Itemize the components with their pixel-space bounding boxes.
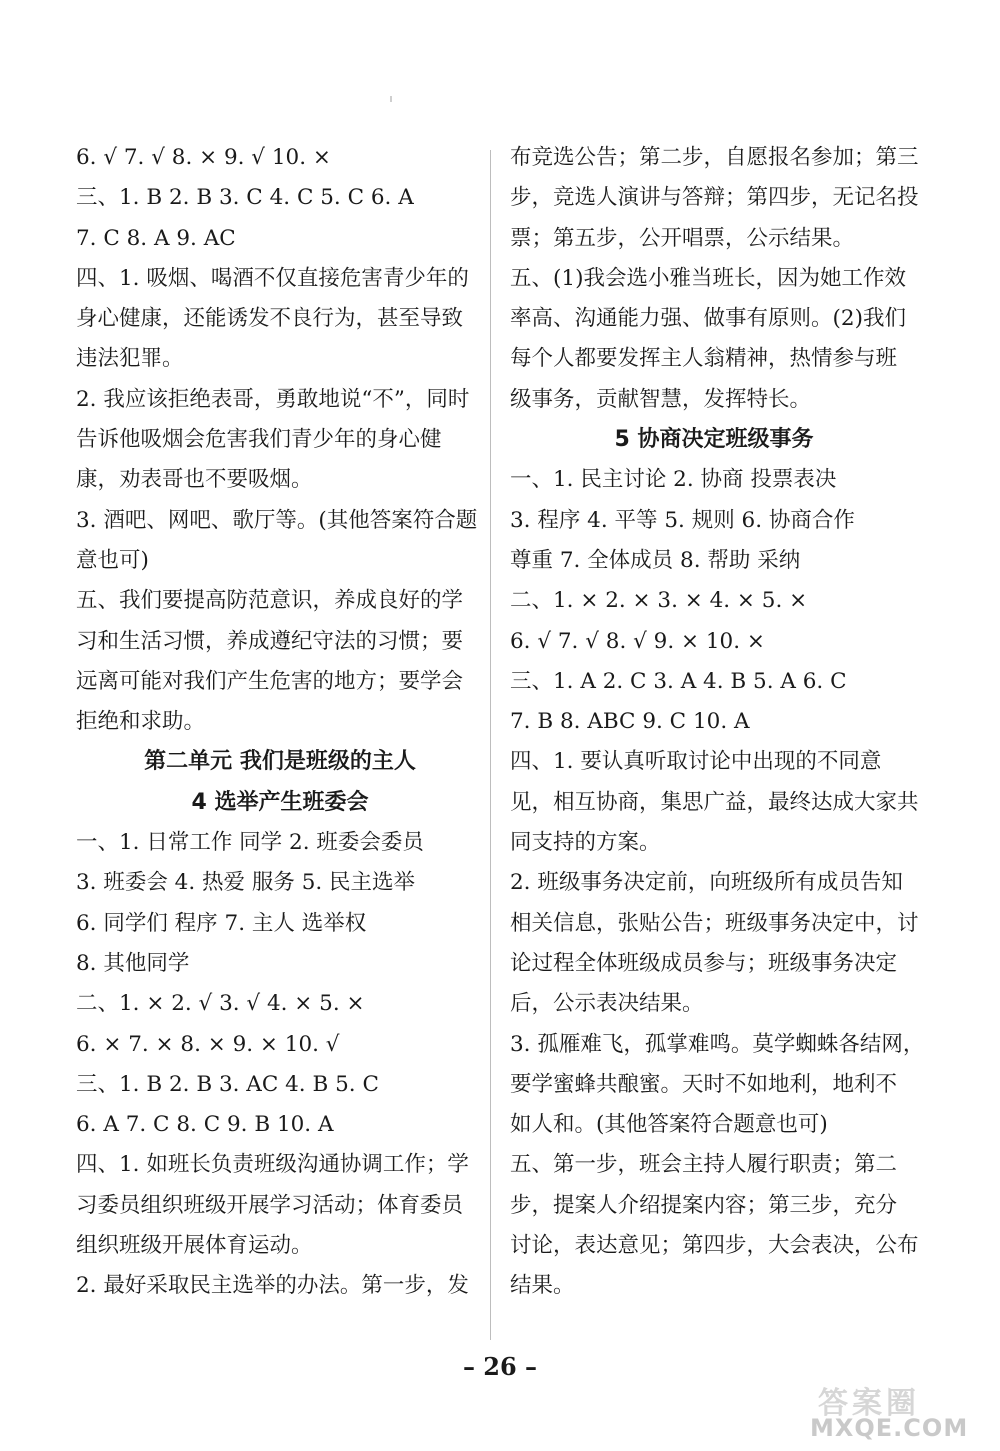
right-text-line: 率高、沟通能力强、做事有原则。(2)我们 bbox=[510, 306, 906, 332]
right-column bbox=[510, 138, 925, 1307]
right-text-line: 6. √ 7. √ 8. √ 9. × 10. × bbox=[510, 628, 765, 654]
left-text-line: 6. √ 7. √ 8. × 9. √ 10. × bbox=[76, 145, 331, 170]
left-text-line: 7. C 8. A 9. AC bbox=[76, 225, 236, 251]
left-text-line: 四、1. 吸烟、喝酒不仅直接危害青少年的 bbox=[76, 265, 469, 291]
left-text-line: 四、1. 如班长负责班级沟通协调工作；学 bbox=[76, 1152, 469, 1178]
left-text-line: 6. A 7. C 8. C 9. B 10. A bbox=[76, 1112, 334, 1138]
left-text-line: 2. 最好采取民主选举的办法。第一步，发 bbox=[76, 1273, 469, 1299]
left-text-line: 习和生活习惯，养成遵纪守法的习惯；要 bbox=[76, 628, 464, 654]
right-text-line: 步，竞选人演讲与答辩；第四步，无记名投 bbox=[510, 185, 919, 211]
column-divider bbox=[490, 150, 491, 1340]
left-text-line: 三、1. B 2. B 3. AC 4. B 5. C bbox=[76, 1071, 379, 1097]
right-text-line: 尊重 7. 全体成员 8. 帮助 采纳 bbox=[510, 547, 801, 573]
right-text-line: 3. 程序 4. 平等 5. 规则 6. 协商合作 bbox=[510, 507, 855, 533]
watermark bbox=[800, 1378, 990, 1444]
left-text-line: 一、1. 日常工作 同学 2. 班委会委员 bbox=[76, 830, 424, 856]
right-text-line: 同支持的方案。 bbox=[510, 830, 661, 856]
left-text-line: 6. × 7. × 8. × 9. × 10. √ bbox=[76, 1031, 340, 1057]
right-text-line: 步，提案人介绍提案内容；第三步，充分 bbox=[510, 1192, 898, 1218]
page-number: – 26 – bbox=[462, 1352, 538, 1381]
right-text-line: 一、1. 民主讨论 2. 协商 投票表决 bbox=[510, 467, 837, 493]
right-text-line: 级事务，贡献智慧，发挥特长。 bbox=[510, 386, 812, 412]
right-text-line: 相关信息，张贴公告；班级事务决定中，讨 bbox=[510, 910, 919, 936]
watermark-site: MXQE.COM bbox=[810, 1414, 969, 1442]
right-heading: 5 协商决定班级事务 bbox=[614, 427, 814, 453]
right-text-line: 后，公示表决结果。 bbox=[510, 991, 704, 1017]
left-text-line: 五、我们要提高防范意识，养成良好的学 bbox=[76, 588, 464, 614]
left-text-line: 三、1. B 2. B 3. C 4. C 5. C 6. A bbox=[76, 185, 414, 211]
right-text-line: 见，相互协商，集思广益，最终达成大家共 bbox=[510, 789, 919, 815]
right-text-line: 7. B 8. ABC 9. C 10. A bbox=[510, 709, 750, 735]
left-text-line: 3. 班委会 4. 热爱 服务 5. 民主选举 bbox=[76, 870, 416, 896]
right-text-line: 要学蜜蜂共酿蜜。天时不如地利，地利不 bbox=[510, 1071, 898, 1097]
left-heading: 4 选举产生班委会 bbox=[191, 789, 369, 815]
left-text-line: 远离可能对我们产生危害的地方；要学会 bbox=[76, 668, 464, 694]
right-text-line: 如人和。(其他答案符合题意也可) bbox=[510, 1112, 828, 1138]
right-text-line: 二、1. × 2. × 3. × 4. × 5. × bbox=[510, 588, 808, 614]
left-text-line: 违法犯罪。 bbox=[76, 346, 184, 372]
right-text-line: 2. 班级事务决定前，向班级所有成员告知 bbox=[510, 870, 903, 896]
left-text-line: 2. 我应该拒绝表哥，勇敢地说“不”，同时 bbox=[76, 386, 470, 412]
right-text-line: 每个人都要发挥主人翁精神，热情参与班 bbox=[510, 346, 898, 372]
right-text-line: 三、1. A 2. C 3. A 4. B 5. A 6. C bbox=[510, 668, 847, 694]
top-mark bbox=[390, 96, 392, 102]
right-text-line: 四、1. 要认真听取讨论中出现的不同意 bbox=[510, 749, 882, 775]
left-text-line: 8. 其他同学 bbox=[76, 950, 190, 976]
left-text-line: 组织班级开展体育运动。 bbox=[76, 1233, 313, 1259]
left-text-line: 告诉他吸烟会危害我们青少年的身心健 bbox=[76, 427, 442, 453]
left-text-line: 二、1. × 2. √ 3. √ 4. × 5. × bbox=[76, 991, 365, 1017]
right-text-line: 论过程全体班级成员参与；班级事务决定 bbox=[510, 950, 898, 976]
left-text-line: 拒绝和求助。 bbox=[76, 709, 206, 735]
left-text-line: 身心健康，还能诱发不良行为，甚至导致 bbox=[76, 306, 464, 332]
right-text-line: 布竞选公告；第二步，自愿报名参加；第三 bbox=[510, 145, 919, 170]
left-text-line: 习委员组织班级开展学习活动；体育委员 bbox=[76, 1192, 464, 1218]
right-text-line: 五、(1)我会选小雅当班长，因为她工作效 bbox=[510, 265, 906, 291]
left-text-line: 6. 同学们 程序 7. 主人 选举权 bbox=[76, 910, 367, 936]
right-text-line: 票；第五步，公开唱票，公示结果。 bbox=[510, 225, 855, 251]
right-text-line: 结果。 bbox=[510, 1273, 575, 1299]
left-text-line: 意也可) bbox=[76, 547, 149, 573]
left-column bbox=[76, 138, 484, 1307]
left-text-line: 3. 酒吧、网吧、歌厅等。(其他答案符合题 bbox=[76, 507, 478, 533]
right-text-line: 五、第一步，班会主持人履行职责；第二 bbox=[510, 1152, 898, 1178]
watermark-logo: 答案圈 bbox=[818, 1386, 920, 1421]
left-text-line: 康，劝表哥也不要吸烟。 bbox=[76, 467, 313, 493]
left-heading: 第二单元 我们是班级的主人 bbox=[144, 749, 416, 775]
right-text-line: 讨论，表达意见；第四步，大会表决，公布 bbox=[510, 1233, 919, 1259]
right-text-line: 3. 孤雁难飞，孤掌难鸣。莫学蜘蛛各结网， bbox=[510, 1031, 925, 1057]
